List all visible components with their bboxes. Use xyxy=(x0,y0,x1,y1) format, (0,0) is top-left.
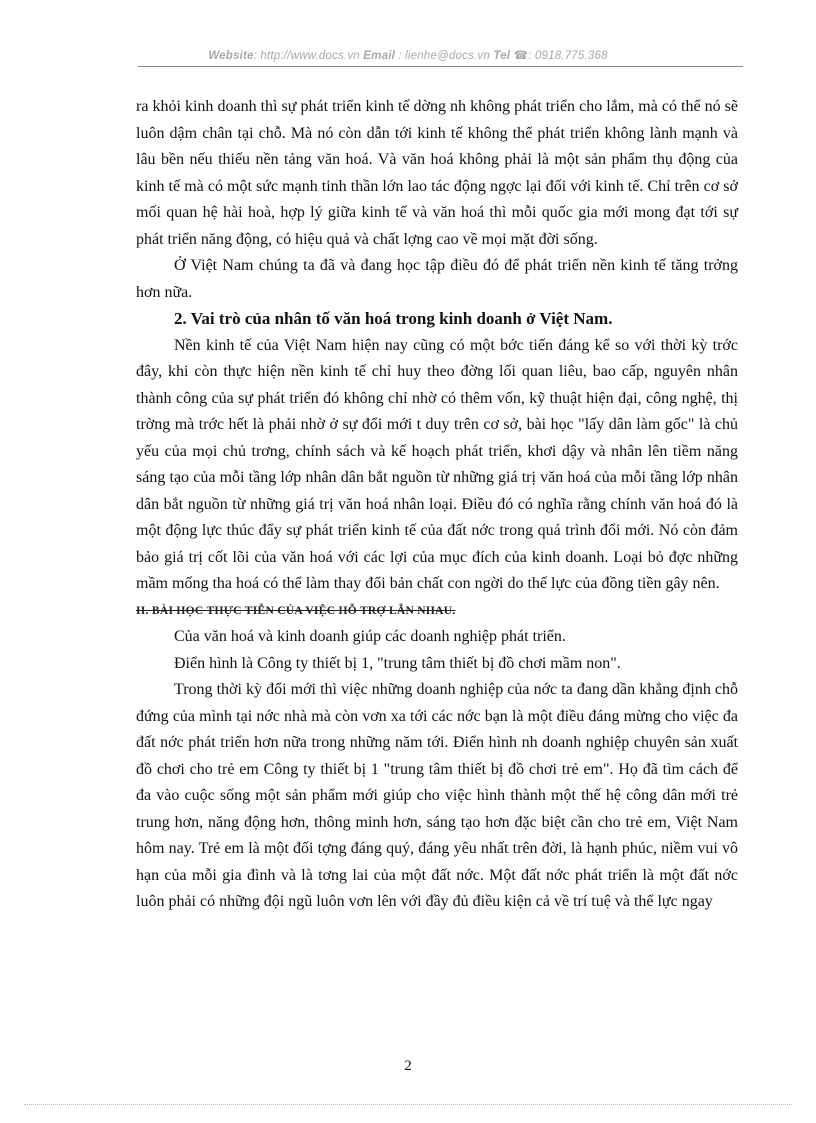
paragraph-3: Nền kinh tế của Việt Nam hiện nay cũng có một bớc tiến đáng kể so với thời kỳ trớc đây, khi còn thực hiện nền kinh tế chỉ huy theo đờng lối quan liêu, bao cấp, nguyên nhân thành công của sự phát triển đó không chỉ nhờ có thêm vốn, kỹ thuật hiện đại, công nghệ, thị trờng mà trớc hết là phải nhờ ở sự đổi mới t duy trên cơ sở, bài học "lấy dân làm gốc" là chủ yếu của mọi chủ trơng, chính sách và kế hoạch phát triển, khơi dậy và nhân lên tiềm năng sáng tạo của mỗi tầng lớp nhân dân bắt nguồn từ những giá trị văn hoá của mỗi tầng lớp nhân dân bắt nguồn từ những giá trị văn hoá nhân loại. Điều đó có nghĩa rằng chính văn hoá đó là một động lực thúc đẩy sự phát triển kinh tế của đất nớc trong quá trình đổi mới. Nó còn đảm bảo giá trị cốt lõi của văn hoá với các lợi của mục đích của kinh doanh. Loại bỏ đợc những mầm mống tha hoá có thể làm thay đổi bản chất con ngời do thế lực của đồng tiền gây nên. xyxy=(136,336,738,592)
website-value: : http://www.docs.vn xyxy=(253,50,360,62)
page-number: 2 xyxy=(404,1058,412,1074)
website-label: Website xyxy=(208,50,254,62)
header-divider xyxy=(138,66,743,67)
paragraph-2: Ở Việt Nam chúng ta đã và đang học tập điều đó để phát triển nền kinh tế tăng trởng hơn nữa. xyxy=(136,257,738,301)
email-value: : lienhe@docs.vn xyxy=(398,50,490,62)
subheading: 2. Vai trò của nhân tố văn hoá trong kinh doanh ở Việt Nam. xyxy=(174,309,613,328)
paragraph-5: Điển hình là Công ty thiết bị 1, "trung tâm thiết bị đồ chơi mầm non". xyxy=(174,654,621,672)
section-heading: II. BÀI HỌC THỰC TIỄN CỦA VIỆC HỖ TRỢ LẪN NHAU. xyxy=(136,604,456,617)
tel-label: Tel xyxy=(493,50,511,62)
phone-icon: ☎ xyxy=(513,50,529,62)
footer-divider xyxy=(24,1104,792,1105)
page-header xyxy=(0,48,816,62)
document-body xyxy=(136,94,738,916)
paragraph-6: Trong thời kỳ đổi mới thì việc những doanh nghiệp của nớc ta đang dần khẳng định chỗ đứng của mình tại nớc nhà mà còn vơn xa tới các nớc bạn là một điều đáng mừng cho việc đa đất nớc phát triển hơn nữa trong những năm tới. Điển hình nh doanh nghiệp chuyên sản xuất đồ chơi cho trẻ em Công ty thiết bị 1 "trung tâm thiết bị đồ chơi trẻ em". Họ đã tìm cách để đa vào cuộc sống một sản phẩm mới giúp cho việc hình thành một thế hệ công dân mới trẻ trung hơn, năng động hơn, thông minh hơn, sáng tạo hơn đặc biệt cần cho trẻ em, Việt Nam hôm nay. Trẻ em là một đối tợng đáng quý, đáng yêu nhất trên đời, là hạnh phúc, niềm vui vô hạn của mỗi gia đình và là tơng lai của một đất nớc. Một đất nớc phát triển là một đất nớc luôn phải có những đội ngũ luôn vơn lên với đầy đủ điều kiện cả về trí tuệ và thể lực ngay xyxy=(136,681,738,910)
paragraph-4: Của văn hoá và kinh doanh giúp các doanh nghiệp phát triển. xyxy=(174,628,566,645)
tel-value: : 0918.775.368 xyxy=(528,50,608,62)
email-label: Email xyxy=(363,50,395,62)
paragraph-1: ra khỏi kinh doanh thì sự phát triển kinh tế dờng nh không phát triển cho lắm, mà có thể nó sẽ luôn dậm chân tại chỗ. Mà nó còn dẫn tới kinh tế không thể phát triển không lành mạnh và lâu bền nếu thiếu nền tảng văn hoá. Và văn hoá không phải là một sản phẩm thụ động của kinh tế mà có một sức mạnh tinh thần lớn lao tác động ngợc lại đối với kinh tế. Chỉ trên cơ sở mối quan hệ hài hoà, hợp lý giữa kinh tế và văn hoá thì mỗi quốc gia mới mong đạt tới sự phát triển năng động, có hiệu quả và chất lợng cao về mọi mặt đời sống. xyxy=(136,98,738,248)
